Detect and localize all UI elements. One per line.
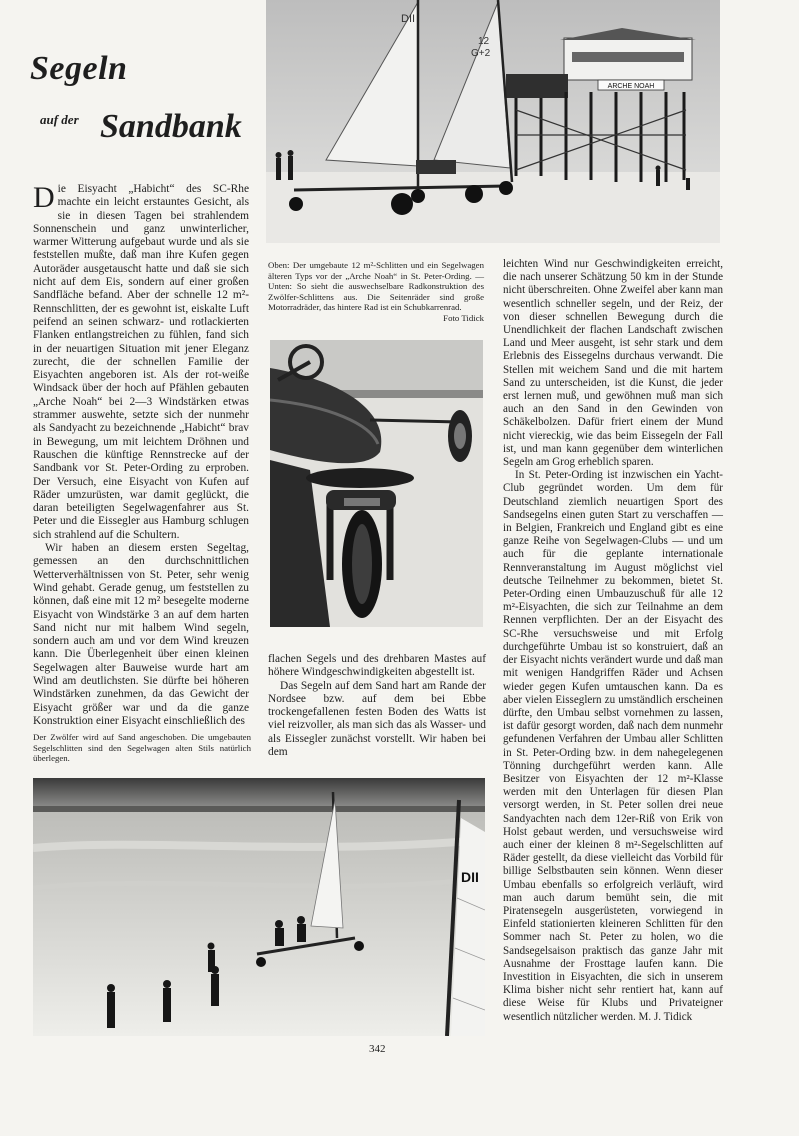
page-number: 342 <box>369 1043 386 1055</box>
caption-bottom: Der Zwölfer wird auf Sand angeschoben. Die umgebauten Segelschlitten sind den Segelwagen alten Stils natürlich überlegen. <box>33 732 251 764</box>
sail-number-b2: G+2 <box>471 48 491 59</box>
title-sandbank: Sandbank <box>100 108 242 145</box>
column-3 <box>503 258 723 1024</box>
column-1 <box>33 183 249 728</box>
author: M. J. Tidick <box>638 1010 693 1023</box>
column-1-para-2: Wir haben an diesem ersten Segeltag, gemessen an den durchschnittlichen Wetterverhältnissen von St. Peter, sehr wenig Wind gehabt. Gerade genug, um feststellen zu können, daß eine mit 12 m² besegelte moderne Eisyacht von Windstärke 3 an auf dem harten Sand nicht nur mit halbem Wind segeln, sondern auch am und vor dem Wind kreuzen kann. Die Überlegenheit über einen kleinen Segelwagen alter Bauweise wurde hart am Wind am deutlichsten. Sie dürfte bei höheren Windstärken zunehmen, da das Gewicht der Eisyacht größer war und da die ganze Konstruktion einer Eisyacht einschließlich des <box>33 542 249 727</box>
title-auf-der: auf der <box>40 112 79 127</box>
column-2-para-2: Das Segeln auf dem Sand hart am Rande der Nordsee bzw. auf dem bei Ebbe trockengefallenen festen Boden des Watts ist viel reizvoller, als man sich das als Wasser- und als Eissegler zunächst vorstellt. Wir haben bei dem <box>268 679 486 759</box>
photo-arche-noah <box>266 0 720 243</box>
arche-noah-sign: ARCHE NOAH <box>607 83 655 90</box>
caption-top <box>268 260 484 324</box>
column-1-para-1: ie Eisyacht „Habicht“ des SC-Rhe machte ein leicht erstauntes Gesicht, als sie in diesen Tagen bei strahlendem Sonnenschein und ganz unwinterlicher, warmer Witterung aufgebaut wurde und als sie feststellen mußte, daß man ihre Kufen gegen Autoräder ausgetauscht hatte und daß sie sich nicht auf dem Eis, sondern auf einer großen Sandfläche befand. Aber der schnelle 12 m²-Rennschlitten, der es gewohnt ist, eiskalte Luft peifend an seinen schwarz- und rotlackierten Flanken entlangstreichen zu fühlen, fand sich in der neuartigen Situation mit jener Eleganz zurecht, die der schnellen Familie der Eisyachten angeboren ist. Als der rot-weiße Windsack über der hoch auf Pfählen gebauten „Arche Noah“ bei 2—3 Windstärken etwas strammer auswehte, setzte sich der nunmehr als Sandyacht zu bezeichnende „Habicht“ brav in Bewegung, um mit leichtem Dröhnen und Rauschen die künftige Rennstrecke auf der Sandbank vor St. Peter-Ording zu erproben. Der Versuch, eine Eisyacht von Kufen auf Räder umzurüsten, war damit geglückt, die daran beteiligten Segelwagenfahrer aus St. Peter und die Eissegler aus Hamburg schlugen sich strahlend auf die Schultern. <box>33 183 249 541</box>
title-segeln: Segeln <box>30 50 128 87</box>
caption-top-text: Oben: Der umgebaute 12 m²-Schlitten und ein Segelwagen älteren Typs vor der „Arche Noah“ in St. Peter-Ording. — Unten: So sieht die auswechselbare Radkonstruktion des Zwölfer-Schlittens aus. Die Seitenräder sind große Motorradräder, das hintere Rad ist ein Schubkarrenrad. <box>268 260 484 313</box>
column-3-para-2: In St. Peter-Ording ist inzwischen ein Yacht-Club gegründet worden. Um dem für Deutschland ziemlich neuartigen Sport des Sandsegelns einen guten Start zu verschaffen — in Belgien, Frankreich und England gibt es eine ganze Reihe von Segelwagen-Clubs — und um auch für die geplante internationale Rennveranstaltung im August möglichst viel deutsche Teilnehmer zu bekommen, bietet St. Peter-Ording einen Umbauzuschuß für alle 12 m²-Eisyachten, die sich zur Teilnahme an dem Rennen verpflichten. Der an der Eisyacht des SC-Rhe versuchsweise und mit Erfolg durchgeführte Umbau ist so konstruiert, daß an der Eisyacht nichts verändert wurde und daß man mit wenigen Handgriffen Räder und Achsen wieder gegen Kufen umtauschen kann. Da es aber vielen Eisseglern zu umständlich erscheinen dürfte, den Umbau selbst vornehmen zu lassen, ist dafür gesorgt worden, daß nach dem nunmehr gefundenen Verfahren der Umbau aller Schlitten in St. Peter-Ording bzw. in dem nahegelegenen Tönning durchgeführt werden kann. Alle Besitzer von Eisyachten der 12 m²-Klasse werden mit den Unterlagen für diesen Plan versorgt werden, in St. Peter sollen drei neue Sandyachten nach dem 12er-Riß von Erik von Holst gebaut werden, und versuchsweise wird auch einer der kleinen 8 m²-Segelschlitten auf Räder gestellt, da diese vielleicht das Vorbild für billige Selbstbauten sein können. Wenn dieser Umbau ebenfalls so erfolgreich verläuft, wird man auch darum bemüht sein, die mit Piratensegeln ausgerüsteten, vorwiegend in Einfeld stationierten kleineren Schlitten für den Sommer nach St. Peter zu holen, wo die Sandsegelsaison praktisch das ganze Jahr mit Ausnahme der Frosttage laufen kann. Die Investition in Eisyachten, die sich in unserem Klima bisher nicht sehr rentiert hat, kann auf diese Weise für Klubs und Privateigner wesentlich nützlicher werden. <box>503 469 723 1023</box>
column-2 <box>268 653 486 759</box>
column-3-para-1: leichten Wind nur Geschwindigkeiten erreicht, die nach unserer Schätzung 50 km in der Stunde nicht überschreiten. Ohne Zweifel aber kann man wesentlich schneller segeln, und der Reiz, der von dieser schnellen Bewegung durch die Unendlichkeit der flachen Landschaft zwischen Land und Meer ausgeht, ist sehr stark und dem Erlebnis des Eissegelns durchaus verwandt. Die Stellen mit weichem Sand und die mit hartem Sand zu unterscheiden, ist die Kunst, die jeder erst lernen muß, und gewöhnen muß man sich auch an den Sand in den Gewinden von Schäkelbolzen. Dafür friert einem der Mund nicht viereckig, wie das beim Eissegeln der Fall ist, und man kann gegenüber dem winterlichen Segeln am Grog erheblich sparen. <box>503 258 723 469</box>
bottom-sail-number: DII <box>461 869 479 885</box>
drop-cap: D <box>33 181 55 214</box>
photo-beach-pushing <box>33 778 485 1036</box>
photo-credit: Foto Tidick <box>443 312 484 323</box>
sail-number-a: DII <box>401 13 416 25</box>
column-2-para-1: flachen Segels und des drehbaren Mastes auf höhere Windgeschwindigkeiten abgestellt ist. <box>268 653 486 679</box>
photo-wheel-construction <box>270 340 483 627</box>
sail-number-b1: 12 <box>478 36 490 47</box>
